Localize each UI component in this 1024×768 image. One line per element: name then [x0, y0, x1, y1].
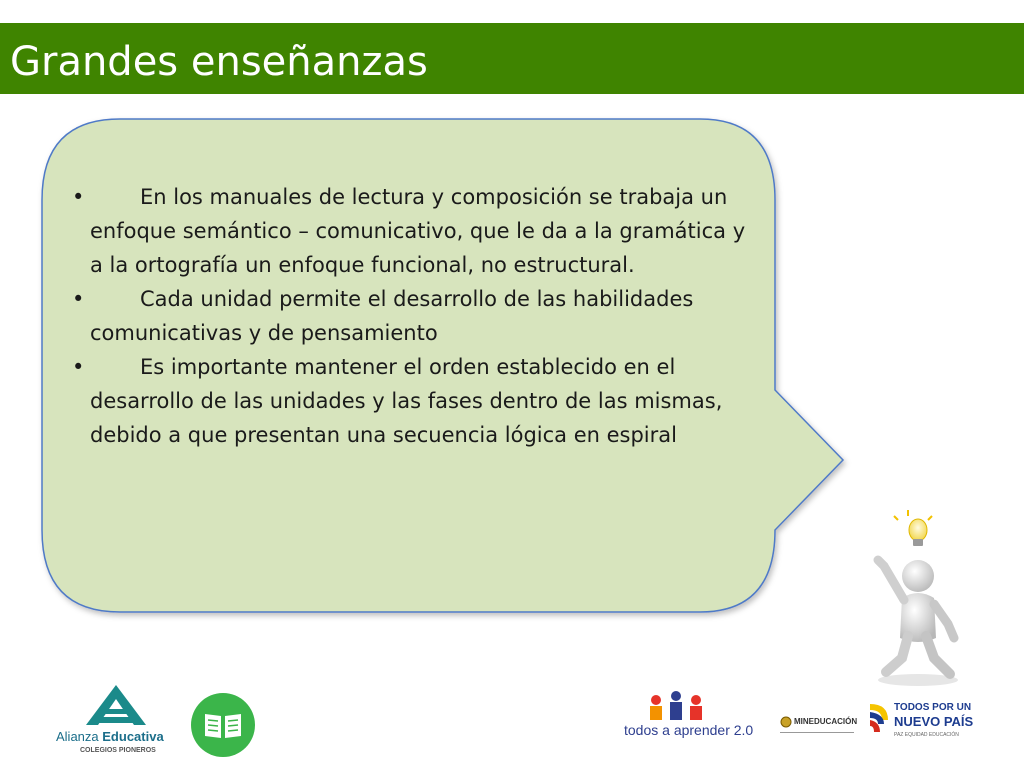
nuevo-pais-logo — [866, 700, 974, 748]
alianza-subtitle: COLEGIOS PIONEROS — [80, 747, 156, 754]
todos-a-aprender-figures-icon — [622, 690, 736, 722]
bullet-dot: • — [72, 355, 85, 379]
bullet-dot: • — [72, 185, 85, 209]
bullet-text-1: En los manuales de lectura y composición se trabaja un enfoque semántico – comunicativo, que le da a la gramática y a la ortografía un enfoque funcional, no estructural. — [90, 185, 746, 277]
bullet-list — [70, 180, 760, 452]
bullet-dot: • — [72, 287, 85, 311]
bullet-item-2 — [70, 282, 760, 350]
mineducacion-text: MINEDUCACIÓN — [794, 717, 858, 726]
nuevo-pais-line2: NUEVO PAÍS — [894, 714, 974, 729]
thinking-figure-illustration — [862, 508, 972, 688]
bullet-text-2: Cada unidad permite el desarrollo de las habilidades comunicativas y de pensamiento — [90, 287, 694, 345]
alianza-name-1: Alianza — [56, 729, 99, 744]
todos-a-aprender-text: todos a aprender 2.0 — [624, 722, 754, 738]
mineducacion-logo — [780, 712, 856, 738]
alianza-a-icon — [56, 683, 176, 727]
todos-a-aprender-logo — [622, 690, 754, 746]
alianza-name-2: Educativa — [102, 729, 164, 744]
slide-title: Grandes enseñanzas — [10, 39, 428, 85]
nuevo-pais-line1: TODOS POR UN — [894, 702, 972, 713]
book-icon — [190, 692, 256, 758]
coat-of-arms-icon — [780, 716, 792, 728]
bullet-item-1 — [70, 180, 760, 282]
nuevo-pais-tagline: PAZ EQUIDAD EDUCACIÓN — [894, 732, 959, 738]
bullet-text-3: Es importante mantener el orden establecido en el desarrollo de las unidades y las fases dentro de las mismas, debido a que presentan una secuencia lógica en espiral — [90, 355, 723, 447]
bullet-item-3 — [70, 350, 760, 452]
colombia-flag-swoosh-icon — [866, 700, 892, 742]
alianza-educativa-logo — [56, 683, 176, 758]
mineducacion-underline — [780, 732, 854, 733]
lightbulb-icon — [894, 510, 932, 546]
